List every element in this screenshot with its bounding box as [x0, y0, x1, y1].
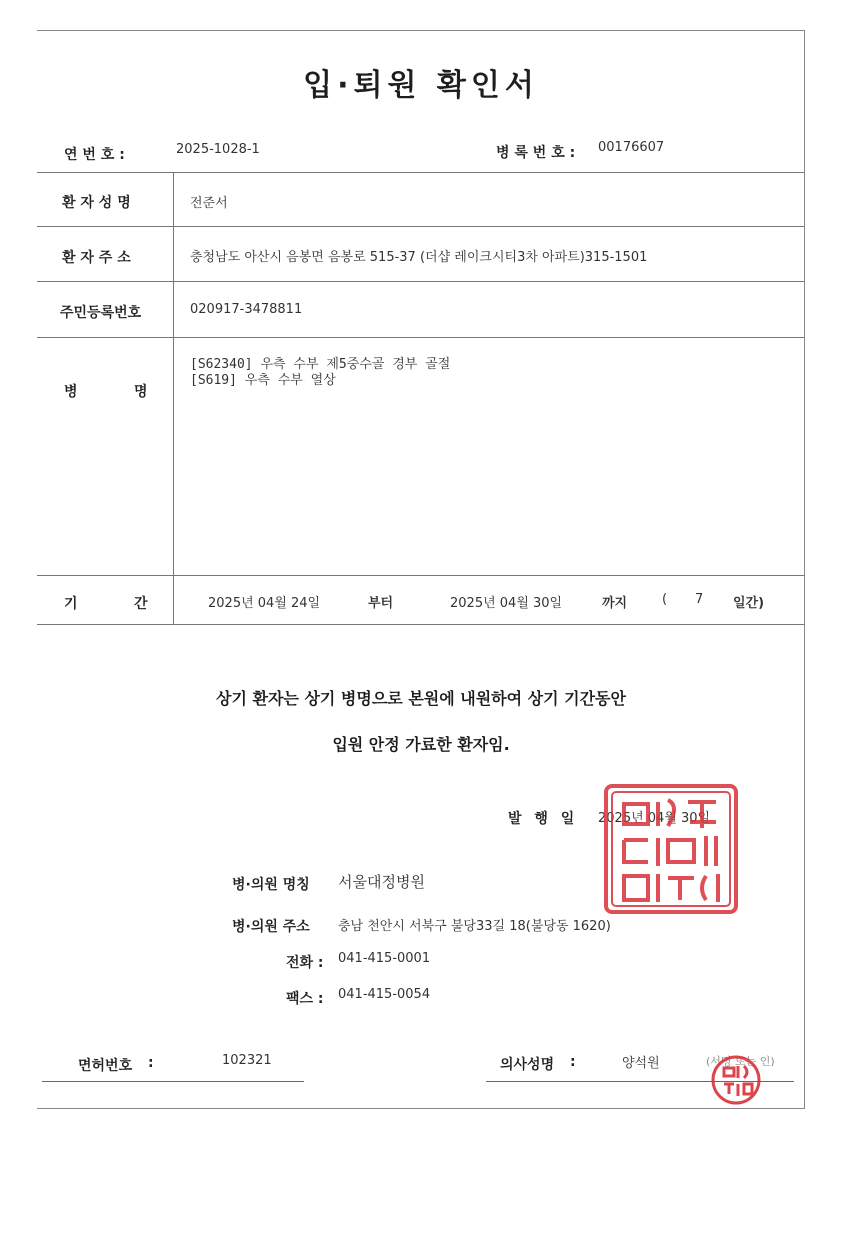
license-colon: : — [148, 1055, 154, 1071]
license-label: 면허번호 — [78, 1058, 133, 1074]
period-to-word: 까지 — [602, 596, 628, 611]
issue-date-value: 2025년 04월 30일 — [598, 811, 711, 826]
hospital-phone-label: 전화 : — [286, 955, 324, 971]
diagnosis-line: [S62340] 우측 수부 제5중수골 경부 골절 — [190, 357, 451, 372]
table-column-rule — [173, 172, 174, 624]
doctor-name-colon: : — [570, 1054, 576, 1070]
period-from-word: 부터 — [368, 596, 394, 611]
statement-line-1: 상기 환자는 상기 병명으로 본원에 내원하여 상기 기간동안 — [216, 689, 626, 708]
period-days: 7 — [695, 592, 704, 607]
serial-label: 연 번 호 : — [64, 147, 125, 163]
license-underline — [42, 1081, 304, 1082]
hospital-name-value: 서울대정병원 — [338, 873, 425, 891]
hospital-address-label: 병·의원 주소 — [232, 919, 310, 935]
hospital-fax-label: 팩스 : — [286, 991, 324, 1007]
license-value: 102321 — [222, 1053, 272, 1068]
document-frame — [37, 30, 805, 1109]
diagnosis-list — [190, 357, 450, 389]
serial-value: 2025-1028-1 — [176, 142, 260, 157]
period-label-b: 간 — [134, 596, 148, 612]
period-paren-open: ( — [662, 592, 668, 607]
document-title: 입·퇴원 확인서 — [303, 68, 539, 103]
diagnosis-label-a: 병 — [64, 384, 78, 400]
table-row-rule — [37, 575, 804, 576]
hospital-seal-icon — [596, 778, 744, 920]
record-label: 병 록 번 호 : — [496, 145, 576, 161]
doctor-name-value: 양석원 — [622, 1056, 660, 1071]
patient-address-value: 충청남도 아산시 음봉면 음봉로 515-37 (더샵 레이크시티3차 아파트)315-1501 — [190, 250, 648, 265]
patient-name-value: 전준서 — [190, 196, 228, 211]
table-row-rule — [37, 226, 804, 227]
diagnosis-line: [S619] 우측 수부 열상 — [190, 373, 336, 388]
hospital-phone-value: 041-415-0001 — [338, 951, 431, 966]
patient-address-label: 환 자 주 소 — [62, 250, 131, 266]
doctor-seal-icon — [708, 1052, 764, 1108]
table-bottom-rule — [37, 624, 804, 625]
record-value: 00176607 — [598, 140, 665, 155]
patient-name-label: 환 자 성 명 — [62, 195, 131, 211]
diagnosis-label-b: 명 — [134, 384, 148, 400]
statement-line-2: 입원 안정 가료한 환자임. — [332, 735, 510, 754]
period-from-date: 2025년 04월 24일 — [208, 596, 321, 611]
period-days-suffix: 일간) — [733, 596, 765, 611]
rrn-label: 주민등록번호 — [60, 305, 142, 321]
table-top-rule — [37, 172, 804, 173]
rrn-value: 020917-3478811 — [190, 302, 303, 317]
doctor-name-label: 의사성명 — [500, 1057, 555, 1073]
issue-date-label: 발 행 일 — [508, 811, 579, 827]
signature-label: (서명 또는 인) — [706, 1055, 775, 1068]
hospital-name-label: 병·의원 명칭 — [232, 877, 310, 893]
table-row-rule — [37, 281, 804, 282]
period-label-a: 기 — [64, 596, 78, 612]
table-row-rule — [37, 337, 804, 338]
period-to-date: 2025년 04월 30일 — [450, 596, 563, 611]
hospital-fax-value: 041-415-0054 — [338, 987, 431, 1002]
hospital-address-value: 충남 천안시 서북구 불당33길 18(불당동 1620) — [338, 919, 611, 934]
